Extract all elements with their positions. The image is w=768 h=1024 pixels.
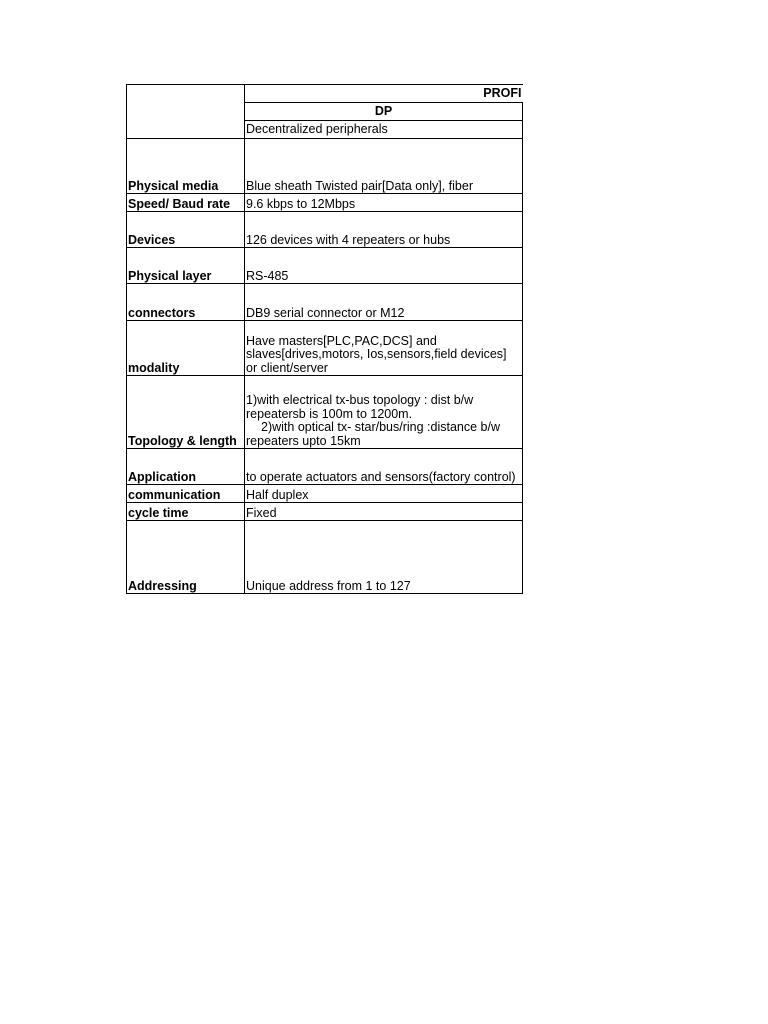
table-row <box>127 376 523 449</box>
row-value: Have masters[PLC,PAC,DCS] and slaves[drives,motors, Ios,sensors,field devices] or client/server <box>245 321 523 376</box>
row-label: Devices <box>127 212 245 248</box>
description-cell: Decentralized peripherals <box>245 121 523 139</box>
row-label: connectors <box>127 284 245 321</box>
row-label: modality <box>127 321 245 376</box>
row-label: Physical media <box>127 139 245 194</box>
row-label: Application <box>127 449 245 485</box>
row-value: 9.6 kbps to 12Mbps <box>245 194 523 212</box>
row-value <box>245 376 523 449</box>
table-row <box>127 503 523 521</box>
table-row <box>127 449 523 485</box>
row-label: Physical layer <box>127 248 245 284</box>
profibus-table <box>126 84 523 594</box>
row-value: Unique address from 1 to 127 <box>245 521 523 594</box>
topology-line-1: 1)with electrical tx-bus topology : dist b/w repeatersb is 100m to 1200m. <box>246 393 474 421</box>
comparison-sheet <box>126 84 522 594</box>
row-value: to operate actuators and sensors(factory control) <box>245 449 523 485</box>
row-value: 126 devices with 4 repeaters or hubs <box>245 212 523 248</box>
table-row <box>127 139 523 194</box>
topology-line-2: 2)with optical tx- star/bus/ring :distance b/w repeaters upto 15km <box>246 420 500 448</box>
row-value: RS-485 <box>245 248 523 284</box>
table-row <box>127 521 523 594</box>
row-label: Topology & length <box>127 376 245 449</box>
table-row <box>127 485 523 503</box>
row-value: Blue sheath Twisted pair[Data only], fiber <box>245 139 523 194</box>
table-row <box>127 194 523 212</box>
table-row <box>127 321 523 376</box>
row-label: Addressing <box>127 521 245 594</box>
table-row <box>127 248 523 284</box>
table-row <box>127 284 523 321</box>
row-value: DB9 serial connector or M12 <box>245 284 523 321</box>
row-label: Speed/ Baud rate <box>127 194 245 212</box>
row-label: communication <box>127 485 245 503</box>
table-row <box>127 212 523 248</box>
row-label: cycle time <box>127 503 245 521</box>
corner-cell <box>127 85 245 139</box>
title-row <box>127 85 523 103</box>
row-value: Half duplex <box>245 485 523 503</box>
subtitle-dp: DP <box>245 103 523 121</box>
protocol-title: PROFI <box>245 85 523 103</box>
row-value: Fixed <box>245 503 523 521</box>
